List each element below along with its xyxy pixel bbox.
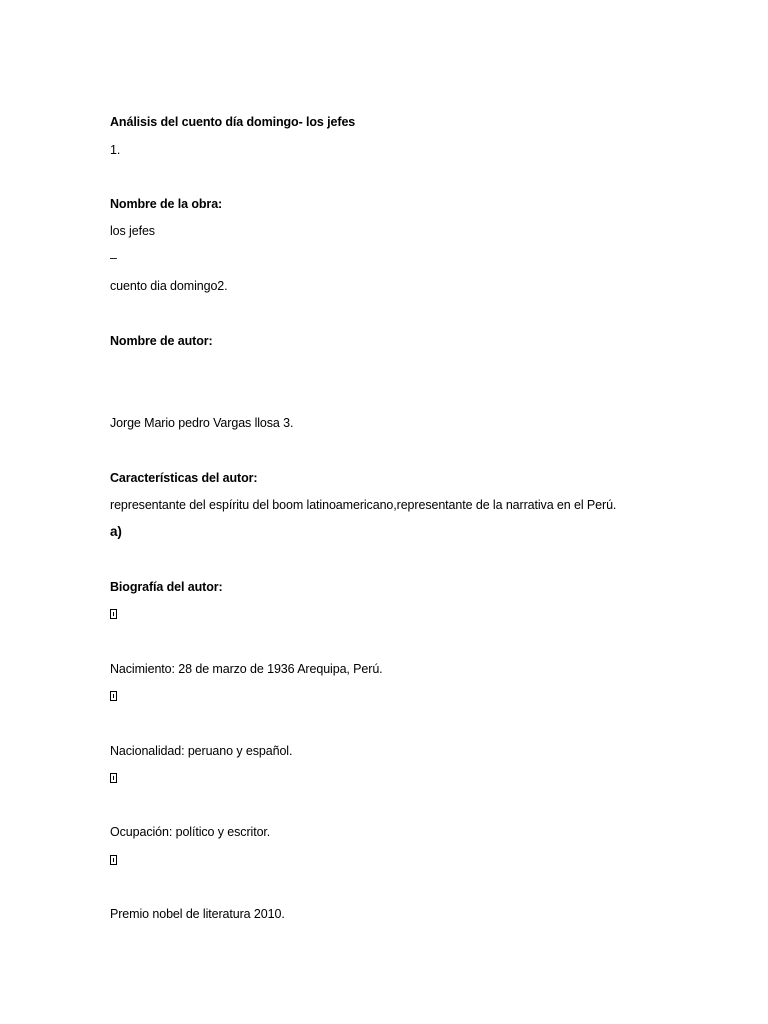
work-line-2: –	[110, 251, 117, 265]
work-line-3: cuento dia domingo2.	[110, 279, 228, 293]
bio-occupation: Ocupación: político y escritor.	[110, 825, 271, 839]
bullet-3	[110, 770, 117, 786]
bio-award: Premio nobel de literatura 2010.	[110, 907, 285, 921]
missing-glyph-icon	[110, 609, 117, 619]
work-heading: Nombre de la obra:	[110, 197, 223, 211]
bio-birth: Nacimiento: 28 de marzo de 1936 Arequipa, Perú.	[110, 662, 383, 676]
work-line-1: los jefes	[110, 224, 155, 238]
bullet-1	[110, 606, 117, 622]
missing-glyph-icon	[110, 691, 117, 701]
item-letter-a: a)	[110, 524, 122, 539]
traits-text: representante del espíritu del boom latinoamericano,representante de la narrativa en el Perú.	[110, 498, 617, 512]
missing-glyph-icon	[110, 855, 117, 865]
bio-heading: Biografía del autor:	[110, 580, 223, 594]
bio-nationality: Nacionalidad: peruano y español.	[110, 744, 293, 758]
bullet-2	[110, 688, 117, 704]
author-name: Jorge Mario pedro Vargas llosa 3.	[110, 416, 294, 430]
item-number-1: 1.	[110, 143, 121, 157]
traits-heading: Características del autor:	[110, 471, 258, 485]
bullet-4	[110, 852, 117, 868]
missing-glyph-icon	[110, 773, 117, 783]
author-heading: Nombre de autor:	[110, 334, 213, 348]
document-title: Análisis del cuento día domingo- los jefes	[110, 115, 356, 129]
